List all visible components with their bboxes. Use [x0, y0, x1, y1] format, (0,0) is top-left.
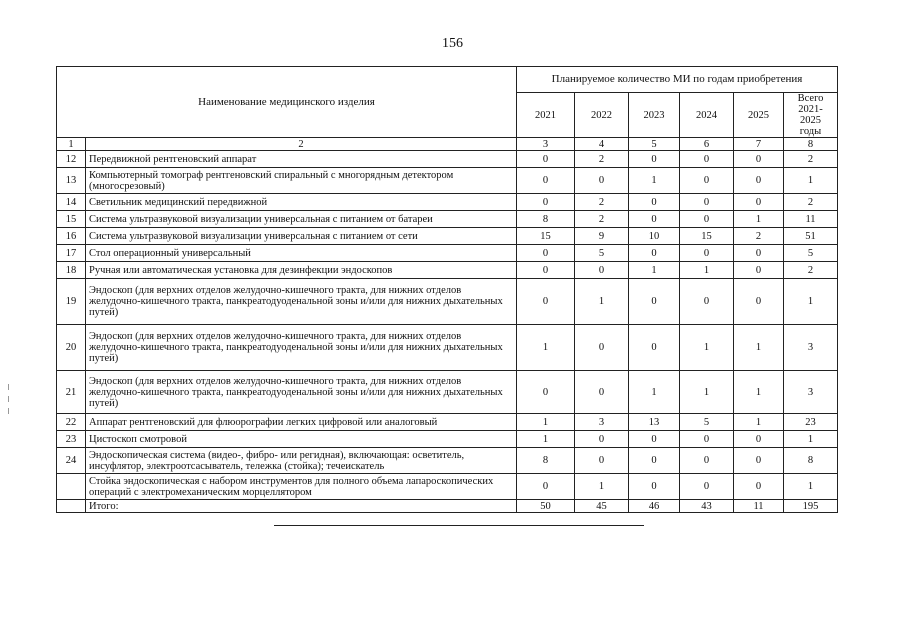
table-row	[57, 228, 838, 245]
year-value: 13	[629, 414, 680, 431]
column-number: 6	[680, 138, 734, 151]
year-header: 2021	[517, 93, 575, 138]
total-value: 51	[784, 228, 838, 245]
year-value: 0	[517, 151, 575, 168]
total-value: 2	[784, 194, 838, 211]
year-value: 0	[517, 245, 575, 262]
year-value: 0	[629, 325, 680, 371]
table-body	[57, 151, 838, 513]
total-value: 1	[784, 431, 838, 448]
row-index: 20	[57, 325, 86, 371]
year-value: 0	[680, 151, 734, 168]
year-header: 2023	[629, 93, 680, 138]
year-value: 0	[680, 194, 734, 211]
total-year-value: 46	[629, 500, 680, 513]
year-value: 0	[517, 371, 575, 414]
row-index: 13	[57, 168, 86, 194]
year-value: 0	[629, 194, 680, 211]
year-value: 0	[629, 431, 680, 448]
year-value: 10	[629, 228, 680, 245]
device-name: Аппарат рентгеновский для флюорографии легких цифровой или аналоговый	[86, 414, 517, 431]
total-year-value: 50	[517, 500, 575, 513]
total-row	[57, 500, 838, 513]
year-value: 0	[629, 245, 680, 262]
year-header: 2025	[734, 93, 784, 138]
device-name: Система ультразвуковой визуализации универсальная с питанием от сети	[86, 228, 517, 245]
year-value: 1	[680, 371, 734, 414]
device-name: Эндоскопическая система (видео-, фибро- или регидная), включающая: осветитель, инсуфлятор, электроотсасыватель, тележка (стойка); течеискатель	[86, 448, 517, 474]
table-row	[57, 325, 838, 371]
row-index: 12	[57, 151, 86, 168]
column-number: 7	[734, 138, 784, 151]
year-header: 2024	[680, 93, 734, 138]
year-value: 8	[517, 448, 575, 474]
device-name: Эндоскоп (для верхних отделов желудочно-кишечного тракта, для нижних отделов желудочно-кишечного тракта, панкреатодуоденальной зоны и/или для нижних дыхательных путей)	[86, 371, 517, 414]
row-index: 16	[57, 228, 86, 245]
year-value: 1	[517, 431, 575, 448]
row-index: 15	[57, 211, 86, 228]
row-index: 14	[57, 194, 86, 211]
year-header: 2022	[575, 93, 629, 138]
table-row	[57, 168, 838, 194]
total-value: 5	[784, 245, 838, 262]
planned-group-header: Планируемое количество МИ по годам приобретения	[517, 67, 838, 93]
year-value: 1	[734, 371, 784, 414]
year-value: 0	[575, 431, 629, 448]
device-name: Эндоскоп (для верхних отделов желудочно-кишечного тракта, для нижних отделов желудочно-кишечного тракта, панкреатодуоденальной зоны и/или для нижних дыхательных путей)	[86, 279, 517, 325]
equipment-table	[56, 66, 838, 513]
total-year-value: 45	[575, 500, 629, 513]
year-value: 1	[629, 168, 680, 194]
total-year-value: 43	[680, 500, 734, 513]
table-row	[57, 431, 838, 448]
total-label: Итого:	[86, 500, 517, 513]
table-row	[57, 474, 838, 500]
total-value: 23	[784, 414, 838, 431]
year-value: 3	[575, 414, 629, 431]
column-number: 1	[57, 138, 86, 151]
year-value: 0	[629, 211, 680, 228]
total-value: 2	[784, 262, 838, 279]
column-number-row	[57, 138, 838, 151]
year-value: 0	[629, 151, 680, 168]
year-value: 0	[629, 279, 680, 325]
year-value: 9	[575, 228, 629, 245]
year-value: 2	[734, 228, 784, 245]
year-value: 0	[517, 168, 575, 194]
year-value: 0	[517, 194, 575, 211]
device-name: Эндоскоп (для верхних отделов желудочно-кишечного тракта, для нижних отделов желудочно-кишечного тракта, панкреатодуоденальной зоны и/или для нижних дыхательных путей)	[86, 325, 517, 371]
table-row	[57, 151, 838, 168]
year-value: 0	[517, 474, 575, 500]
column-number: 8	[784, 138, 838, 151]
year-value: 1	[629, 371, 680, 414]
year-value: 1	[517, 414, 575, 431]
total-year-value: 11	[734, 500, 784, 513]
table-row	[57, 245, 838, 262]
year-value: 0	[575, 371, 629, 414]
year-value: 0	[680, 245, 734, 262]
column-number: 4	[575, 138, 629, 151]
table-row	[57, 371, 838, 414]
year-value: 2	[575, 211, 629, 228]
year-value: 0	[575, 325, 629, 371]
column-number: 5	[629, 138, 680, 151]
year-value: 0	[680, 474, 734, 500]
year-value: 1	[680, 325, 734, 371]
year-value: 0	[680, 211, 734, 228]
device-name: Светильник медицинский передвижной	[86, 194, 517, 211]
table-row	[57, 448, 838, 474]
table-row	[57, 211, 838, 228]
year-value: 5	[680, 414, 734, 431]
device-name: Передвижной рентгеновский аппарат	[86, 151, 517, 168]
device-name: Компьютерный томограф рентгеновский спиральный с многорядным детектором (многосрезовый)	[86, 168, 517, 194]
year-value: 0	[517, 262, 575, 279]
column-number: 3	[517, 138, 575, 151]
year-value: 0	[734, 168, 784, 194]
year-value: 0	[680, 279, 734, 325]
year-value: 1	[734, 414, 784, 431]
year-value: 0	[734, 151, 784, 168]
footer-divider	[274, 525, 644, 526]
row-index	[57, 474, 86, 500]
total-value: 3	[784, 371, 838, 414]
row-index: 22	[57, 414, 86, 431]
page-number: 156	[442, 36, 463, 51]
year-value: 0	[680, 168, 734, 194]
table-row	[57, 194, 838, 211]
total-value: 3	[784, 325, 838, 371]
year-value: 0	[734, 245, 784, 262]
year-value: 0	[734, 194, 784, 211]
year-value: 0	[575, 448, 629, 474]
year-value: 15	[680, 228, 734, 245]
row-index: 24	[57, 448, 86, 474]
total-value: 8	[784, 448, 838, 474]
year-value: 0	[734, 448, 784, 474]
total-value: 2	[784, 151, 838, 168]
row-index: 19	[57, 279, 86, 325]
table-row	[57, 414, 838, 431]
device-name: Стол операционный универсальный	[86, 245, 517, 262]
total-value: 1	[784, 168, 838, 194]
device-name: Цистоскоп смотровой	[86, 431, 517, 448]
year-value: 1	[517, 325, 575, 371]
margin-tick	[8, 384, 9, 390]
year-value: 0	[629, 474, 680, 500]
column-number: 2	[86, 138, 517, 151]
device-name: Система ультразвуковой визуализации универсальная с питанием от батареи	[86, 211, 517, 228]
year-value: 0	[680, 448, 734, 474]
year-value: 1	[734, 325, 784, 371]
row-index: 23	[57, 431, 86, 448]
year-value: 1	[629, 262, 680, 279]
total-value: 1	[784, 474, 838, 500]
year-value: 0	[734, 279, 784, 325]
total-value: 1	[784, 279, 838, 325]
row-index: 17	[57, 245, 86, 262]
year-value: 0	[734, 431, 784, 448]
total-row-index	[57, 500, 86, 513]
table-row	[57, 279, 838, 325]
margin-tick	[8, 396, 9, 402]
year-value: 1	[575, 279, 629, 325]
row-index: 18	[57, 262, 86, 279]
year-value: 5	[575, 245, 629, 262]
year-value: 0	[575, 262, 629, 279]
total-column-header: Всего 2021-2025 годы	[784, 93, 838, 138]
year-value: 0	[734, 474, 784, 500]
year-value: 0	[517, 279, 575, 325]
row-index: 21	[57, 371, 86, 414]
year-value: 0	[734, 262, 784, 279]
grand-total-value: 195	[784, 500, 838, 513]
name-column-header: Наименование медицинского изделия	[57, 67, 517, 138]
year-value: 2	[575, 194, 629, 211]
year-value: 1	[575, 474, 629, 500]
year-value: 2	[575, 151, 629, 168]
device-name: Ручная или автоматическая установка для дезинфекции эндоскопов	[86, 262, 517, 279]
year-value: 0	[575, 168, 629, 194]
total-value: 11	[784, 211, 838, 228]
year-value: 0	[629, 448, 680, 474]
year-value: 0	[680, 431, 734, 448]
year-value: 1	[680, 262, 734, 279]
table-row	[57, 262, 838, 279]
year-value: 15	[517, 228, 575, 245]
device-name: Стойка эндоскопическая с набором инструментов для полного объема лапароскопических операций с электромеханическим морцеллятором	[86, 474, 517, 500]
margin-tick	[8, 408, 9, 414]
year-value: 1	[734, 211, 784, 228]
year-value: 8	[517, 211, 575, 228]
